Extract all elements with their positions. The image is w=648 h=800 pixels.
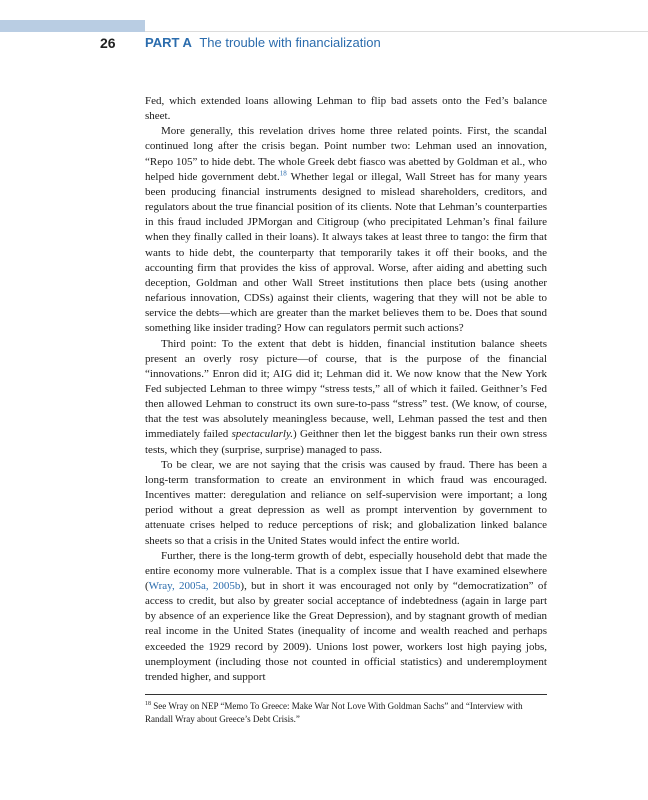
paragraph-2 [145, 124, 547, 336]
header-rule [145, 31, 648, 32]
footnote-ref-18[interactable]: 18 [279, 169, 287, 178]
footnote-text: See Wray on NEP “Memo To Greece: Make War Not Love With Goldman Sachs” and “Interview with Randall Wray about Greece’s Debt Crisis.” [145, 701, 523, 724]
header-accent-bar [0, 20, 145, 32]
page-number: 26 [100, 35, 116, 51]
paragraph-1-text: Fed, which extended loans allowing Lehman to flip bad assets onto the Fed’s balance sheet. [145, 95, 547, 123]
footnote-18 [145, 700, 547, 725]
paragraph-3 [145, 337, 547, 458]
paragraph-2-text-a: More generally, this revelation drives home three related points. First, the scandal continued long after the crisis began. Point number two: Lehman used an innovation, “Repo 105” to hide debt. The whole Greek debt fiasco was abetted by Goldman et al., who helped hide government debt. [145, 125, 547, 183]
paragraph-4-text: To be clear, we are not saying that the crisis was caused by fraud. There has been a long-term transformation to create an environment in which fraud was encouraged. Incentives matter: deregulation and reliance on self-supervision were important; a long period without a great depression as well as prompt intervention by government to attenuate crises helped to reduce perceptions of risk; and globalization linked balance sheets so that a crisis in the United States would infect the entire world. [145, 458, 547, 547]
paragraph-5-text-b: ), but in short it was encouraged not only by “democratization” of access to credit, but also by greater social acceptance of indebtedness (again in large part by absence of an experience like the Great Depression), and by stagnant growth of median real income in the United States (inequality of income and wealth reached and perhaps exceeded the 1929 record by 2009). Unions lost power, workers lost high paying jobs, unemployment (including those not counted in official statistics) and underemployment trended higher, and support [145, 580, 547, 683]
paragraph-3-text-b: ) Geithner then let the biggest banks run their own stress tests, which they (surprise, surprise) managed to pass. [145, 428, 547, 456]
paragraph-3-text-a: Third point: To the extent that debt is hidden, financial institution balance sheets present an overly rosy picture—of course, that is the purpose of the financial “innovations.” Enron did it; AIG did it; Lehman did it. We now know that the New York Fed subjected Lehman to three wimpy “stress tests,” all of which it failed. Geithner’s Fed then allowed Lehman to construct its own sure-to-pass “stress” test. (We know, of course, that the test was absolutely meaningless because, well, Lehman passed the test and then immediately failed [145, 337, 547, 441]
paragraph-2-text-b: Whether legal or illegal, Wall Street has for many years been producing financial instruments designed to mislead shareholders, creditors, and regulators about the true financial position of its clients. Note that Lehman’s counterparties in this fraud included JPMorgan and Citigroup (who precipitated Lehman’s final failure when they finally called in their loans). It always takes at least three to tango: the firm that wants to hide debt, the counterparty that temporarily takes it off their books, and the accounting firm that provides the kiss of approval. Worse, after aiding and abetting such deception, Goldman and other Wall Street institutions then place bets (using another nefarious innovation, CDSs) against their clients, wagering that they will not be able to service the debts—which are greater than the market believes them to be. Does that sound something like insider trading? How can regulators permit such actions? [145, 170, 547, 335]
paragraph-5-text-a: Further, there is the long-term growth of debt, especially household debt that made the entire economy more vulnerable. That is a complex issue that I have examined elsewhere ( [145, 549, 547, 592]
footnote-rule [145, 694, 547, 695]
paragraph-1 [145, 94, 547, 124]
part-title: The trouble with financialization [199, 35, 381, 50]
paragraph-5 [145, 549, 547, 685]
footnote-number: 18 [145, 701, 151, 707]
part-label: PART A [145, 35, 192, 50]
running-head [145, 35, 381, 50]
paragraph-3-emphasis: spectacularly. [231, 428, 293, 441]
paragraph-4 [145, 458, 547, 549]
citation-link[interactable]: Wray, 2005a, 2005b [148, 580, 241, 592]
body-text [145, 94, 547, 685]
